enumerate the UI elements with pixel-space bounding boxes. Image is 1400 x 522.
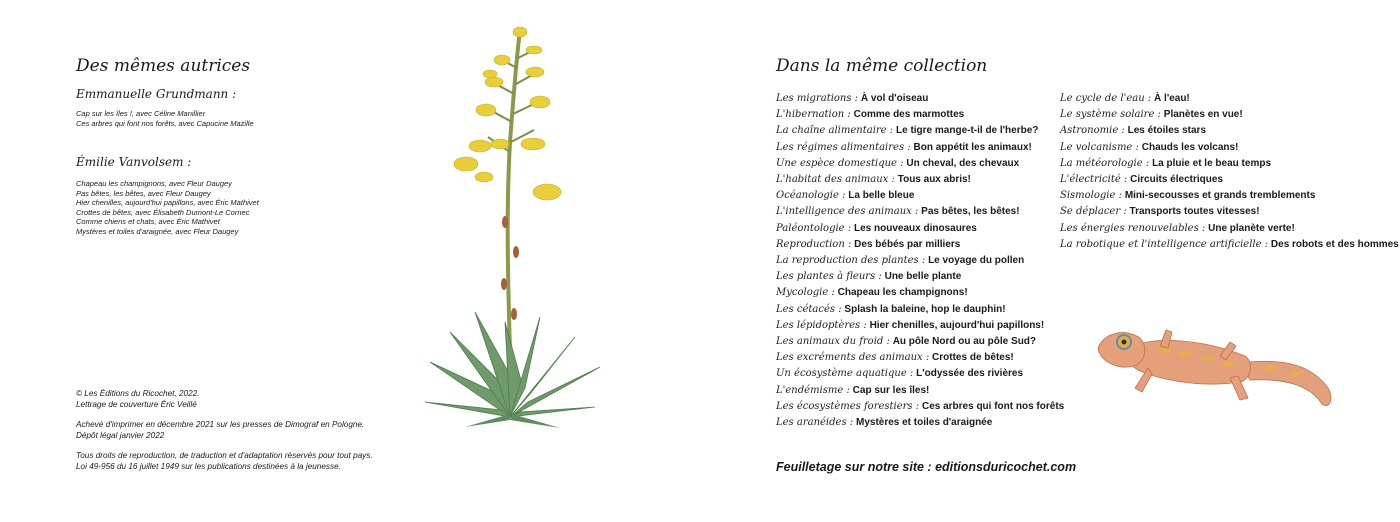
author-name: Emmanuelle Grundmann :	[76, 87, 237, 101]
gecko-illustration	[1090, 318, 1340, 418]
book-line: Ces arbres qui font nos forêts, avec Capucine Mazille	[76, 118, 254, 128]
author-books	[76, 179, 376, 237]
book-line: Crottes de bêtes, avec Élisabeth Dumont-Le Cornec	[76, 207, 250, 217]
collection-item: Se déplacer : Transports toutes vitesses!	[1060, 206, 1260, 218]
legal-notice	[76, 388, 376, 481]
collection-item: Une espèce domestique : Un cheval, des chevaux	[776, 157, 1020, 169]
book-line: Pas bêtes, les bêtes, avec Fleur Daugey	[76, 188, 211, 198]
collection-item: La chaîne alimentaire : Le tigre mange-t-il de l'herbe?	[776, 125, 1039, 137]
collection-item: Les cétacés : Splash la baleine, hop le dauphin!	[776, 303, 1006, 315]
collection-item: Le cycle de l'eau : À l'eau!	[1060, 93, 1190, 104]
right-heading: Dans la même collection	[776, 56, 988, 76]
copyright: © Les Éditions du Ricochet, 2022.	[76, 389, 200, 398]
book-line: Cap sur les îles !, avec Céline Manillier	[76, 109, 206, 118]
lettering-credit: Lettrage de couverture Éric Veillé	[76, 400, 197, 409]
collection-item: L'endémisme : Cap sur les îles!	[776, 384, 930, 396]
collection-item: L'électricité : Circuits électriques	[1060, 174, 1223, 186]
collection-item: Les énergies renouvelables : Une planète verte!	[1060, 222, 1295, 234]
collection-item: Les régimes alimentaires : Bon appétit les animaux!	[776, 141, 1032, 153]
collection-item: Mycologie : Chapeau les champignons!	[776, 287, 968, 299]
collection-item: Le volcanisme : Chauds les volcans!	[1060, 141, 1239, 153]
collection-item: Les migrations : À vol d'oiseau	[776, 93, 929, 104]
rights-notice: Tous droits de reproduction, de traduction et d'adaptation réservés pour tout pays.	[76, 451, 373, 460]
author-block-vanvolsem	[76, 155, 376, 237]
collection-item: Les excréments des animaux : Crottes de bêtes!	[776, 352, 1014, 364]
collection-item: Les lépidoptères : Hier chenilles, aujourd'hui papillons!	[776, 319, 1045, 331]
collection-item: La reproduction des plantes : Le voyage du pollen	[776, 255, 1025, 267]
collection-item: La météorologie : La pluie et le beau temps	[1060, 157, 1271, 169]
collection-item: Le système solaire : Planètes en vue!	[1060, 109, 1243, 121]
collection-item: L'intelligence des animaux : Pas bêtes, les bêtes!	[776, 206, 1020, 218]
author-books	[76, 109, 376, 128]
collection-item: Sismologie : Mini-secousses et grands tremblements	[1060, 190, 1316, 202]
law-notice: Loi 49-956 du 16 juillet 1949 sur les publications destinées à la jeunesse.	[76, 462, 341, 471]
book-line: Hier chenilles, aujourd'hui papillons, avec Éric Mathivet	[76, 198, 259, 208]
book-line: Comme chiens et chats, avec Éric Mathivet	[76, 217, 220, 227]
collection-item: Astronomie : Les étoiles stars	[1060, 125, 1206, 137]
left-heading: Des mêmes autrices	[76, 56, 251, 76]
book-line: Chapeau les champignons, avec Fleur Daugey	[76, 179, 232, 188]
collection-item: Les plantes à fleurs : Une belle plante	[776, 271, 962, 283]
collection-item: Océanologie : La belle bleue	[776, 190, 915, 202]
author-name: Émilie Vanvolsem :	[76, 155, 192, 169]
collection-item: Un écosystème aquatique : L'odyssée des rivières	[776, 368, 1024, 380]
collection-item: La robotique et l'intelligence artificielle : Des robots et des hommes	[1060, 238, 1399, 250]
collection-column-2	[1060, 91, 1399, 253]
collection-item: Les aranéides : Mystères et toiles d'araignée	[776, 417, 993, 429]
collection-column-1	[776, 91, 1064, 431]
agave-illustration	[410, 22, 610, 432]
printing-notice: Achevé d'imprimer en décembre 2021 sur les presses de Dimograf en Pologne.	[76, 420, 365, 429]
collection-item: L'hibernation : Comme des marmottes	[776, 109, 965, 121]
collection-item: L'habitat des animaux : Tous aux abris!	[776, 174, 971, 186]
collection-item: Paléontologie : Les nouveaux dinosaures	[776, 222, 977, 234]
book-line: Mystères et toiles d'araignée, avec Fleur Daugey	[76, 226, 239, 236]
collection-item: Reproduction : Des bébés par milliers	[776, 238, 961, 250]
author-block-grundmann	[76, 87, 376, 128]
legal-deposit: Dépôt légal janvier 2022	[76, 431, 165, 440]
collection-item: Les écosystèmes forestiers : Ces arbres qui font nos forêts	[776, 400, 1065, 412]
footer-site-link[interactable]: Feuilletage sur notre site : editionsduricochet.com	[776, 460, 1077, 474]
collection-item: Les animaux du froid : Au pôle Nord ou au pôle Sud?	[776, 336, 1037, 348]
